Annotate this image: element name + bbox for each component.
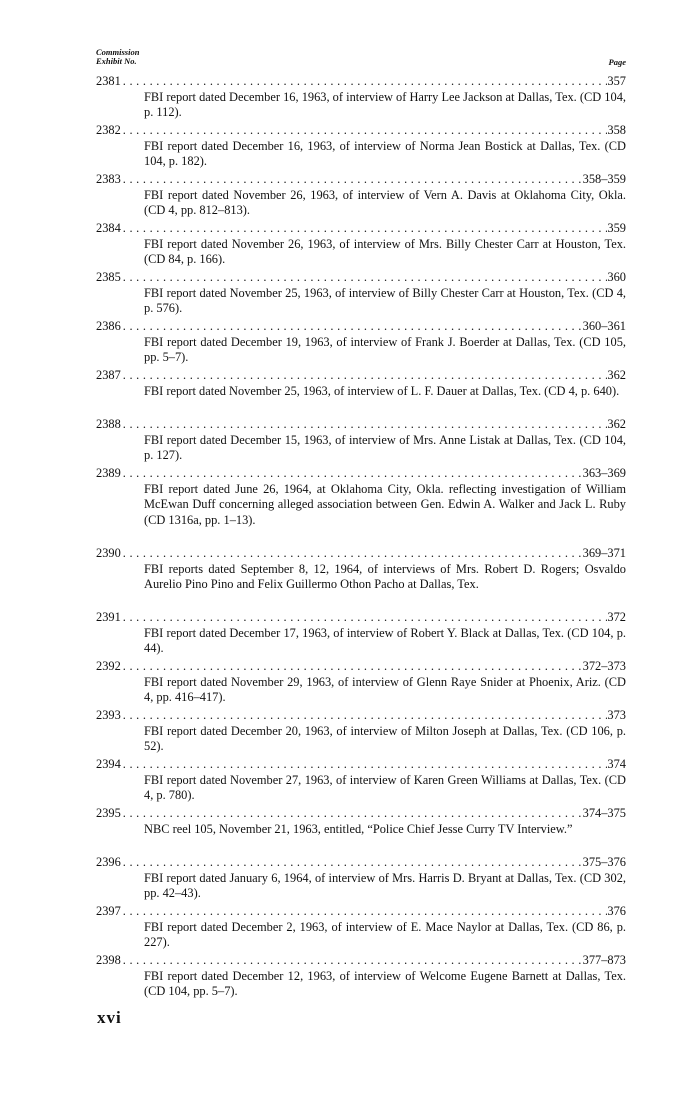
exhibit-number: 2394 (96, 757, 121, 771)
exhibit-number-column-label (96, 48, 139, 66)
page-reference: 369–371 (582, 546, 626, 560)
exhibit-entry (96, 610, 626, 659)
exhibit-entry (96, 855, 626, 904)
exhibit-description: FBI report dated November 26, 1963, of interview of Mrs. Billy Chester Carr at Houston, Tex. (CD 84, p. 166). (144, 236, 626, 266)
exhibit-description: FBI report dated December 15, 1963, of interview of Mrs. Anne Listak at Dallas, Tex. (CD 104, p. 127). (144, 432, 626, 462)
exhibit-entry (96, 757, 626, 806)
exhibit-description: FBI report dated November 27, 1963, of interview of Karen Green Williams at Dallas, Tex. (CD 4, p. 780). (144, 772, 626, 802)
exhibit-number: 2382 (96, 123, 121, 137)
exhibit-description: FBI reports dated September 8, 12, 1964, of interviews of Mrs. Robert D. Rogers; Osvaldo Aurelio Pino Pino and Felix Guillermo Othon Pacho at Dallas, Tex. (144, 561, 626, 591)
exhibit-description: FBI report dated November 25, 1963, of interview of L. F. Dauer at Dallas, Tex. (CD 4, p. 640). (144, 383, 620, 398)
header-page: Page (608, 57, 626, 67)
exhibit-number: 2381 (96, 74, 121, 88)
dot-leader (121, 855, 583, 871)
page-reference: 373 (607, 708, 626, 722)
page-reference: 374–375 (582, 806, 626, 820)
dot-leader (121, 659, 583, 675)
dot-leader (121, 708, 608, 724)
page-reference: 374 (607, 757, 626, 771)
exhibit-number: 2389 (96, 466, 121, 480)
exhibit-entry (96, 904, 626, 953)
page-reference: 360–361 (582, 319, 626, 333)
dot-leader (121, 806, 583, 822)
exhibit-entry (96, 221, 626, 270)
column-header (96, 48, 626, 74)
exhibit-description: FBI report dated December 16, 1963, of interview of Norma Jean Bostick at Dallas, Tex. (CD 104, p. 182). (144, 138, 626, 168)
exhibit-number: 2393 (96, 708, 121, 722)
exhibit-description: FBI report dated December 2, 1963, of interview of E. Mace Naylor at Dallas, Tex. (CD 86, p. 227). (144, 919, 626, 949)
dot-leader (121, 221, 608, 237)
exhibit-entry (96, 546, 626, 610)
page-reference: 377–873 (582, 953, 626, 967)
page-folio: xvi (97, 1008, 122, 1027)
exhibit-number: 2384 (96, 221, 121, 235)
dot-leader (121, 546, 583, 562)
header-commission: Commission (96, 47, 140, 57)
exhibit-number: 2385 (96, 270, 121, 284)
exhibit-number: 2392 (96, 659, 121, 673)
page-reference: 359 (607, 221, 626, 235)
dot-leader (121, 953, 583, 969)
exhibit-entry (96, 953, 626, 1002)
page-reference: 357 (607, 74, 626, 88)
exhibit-description: FBI report dated November 26, 1963, of interview of Vern A. Davis at Oklahoma City, Okla. (CD 4, pp. 812–813). (144, 187, 626, 217)
dot-leader (121, 610, 608, 626)
exhibit-description: FBI report dated December 20, 1963, of interview of Milton Joseph at Dallas, Tex. (CD 106, p. 52). (144, 723, 626, 753)
exhibit-description: FBI report dated June 26, 1964, at Oklahoma City, Okla. reflecting investigation of William McEwan Duff concerning alleged association between Gen. Edwin A. Walker and Jack L. Ruby (CD 1316a, pp. 1–13). (144, 481, 626, 527)
exhibit-entry (96, 74, 626, 123)
dot-leader (121, 368, 608, 384)
page-reference: 363–369 (582, 466, 626, 480)
exhibit-number: 2390 (96, 546, 121, 560)
exhibit-number: 2395 (96, 806, 121, 820)
exhibit-number: 2397 (96, 904, 121, 918)
exhibit-number: 2396 (96, 855, 121, 869)
exhibit-entry (96, 806, 626, 855)
exhibit-entry (96, 172, 626, 221)
exhibit-number: 2388 (96, 417, 121, 431)
exhibit-entry (96, 123, 626, 172)
dot-leader (121, 319, 583, 335)
exhibit-entry (96, 319, 626, 368)
exhibit-description: FBI report dated January 6, 1964, of interview of Mrs. Harris D. Bryant at Dallas, Tex. (CD 302, pp. 42–43). (144, 870, 626, 900)
exhibit-number: 2398 (96, 953, 121, 967)
exhibit-description: FBI report dated December 17, 1963, of interview of Robert Y. Black at Dallas, Tex. (CD 104, p. 44). (144, 625, 626, 655)
page-reference: 372–373 (582, 659, 626, 673)
dot-leader (121, 74, 608, 90)
exhibit-number: 2383 (96, 172, 121, 186)
dot-leader (121, 123, 608, 139)
page-reference: 375–376 (582, 855, 626, 869)
page-reference: 362 (607, 417, 626, 431)
page-reference: 360 (607, 270, 626, 284)
page-reference: 362 (607, 368, 626, 382)
exhibit-index-page (96, 48, 626, 1002)
dot-leader (121, 904, 608, 920)
exhibit-entry (96, 417, 626, 466)
exhibit-description: FBI report dated December 16, 1963, of interview of Harry Lee Jackson at Dallas, Tex. (CD 104, p. 112). (144, 89, 626, 119)
exhibit-description: FBI report dated December 12, 1963, of interview of Welcome Eugene Barnett at Dallas, Tex. (CD 104, pp. 5–7). (144, 968, 626, 998)
exhibit-number: 2386 (96, 319, 121, 333)
exhibit-entry (96, 368, 626, 417)
exhibit-number: 2387 (96, 368, 121, 382)
exhibit-entry (96, 659, 626, 708)
dot-leader (121, 757, 608, 773)
exhibit-number: 2391 (96, 610, 121, 624)
header-exhibit-no: Exhibit No. (96, 56, 137, 66)
page-reference: 372 (607, 610, 626, 624)
page-reference: 376 (607, 904, 626, 918)
exhibit-description: FBI report dated December 19, 1963, of interview of Frank J. Boerder at Dallas, Tex. (CD 105, pp. 5–7). (144, 334, 626, 364)
exhibit-description: FBI report dated November 29, 1963, of interview of Glenn Raye Snider at Phoenix, Ariz. (CD 4, pp. 416–417). (144, 674, 626, 704)
exhibit-entry (96, 708, 626, 757)
dot-leader (121, 466, 583, 482)
exhibit-entry (96, 270, 626, 319)
dot-leader (121, 417, 608, 433)
exhibit-entry (96, 466, 626, 546)
dot-leader (121, 172, 583, 188)
exhibit-description: NBC reel 105, November 21, 1963, entitled, “Police Chief Jesse Curry TV Interview.” (144, 821, 573, 836)
page-reference: 358 (607, 123, 626, 137)
page-reference: 358–359 (582, 172, 626, 186)
exhibit-description: FBI report dated November 25, 1963, of interview of Billy Chester Carr at Houston, Tex. (CD 4, p. 576). (144, 285, 626, 315)
dot-leader (121, 270, 608, 286)
